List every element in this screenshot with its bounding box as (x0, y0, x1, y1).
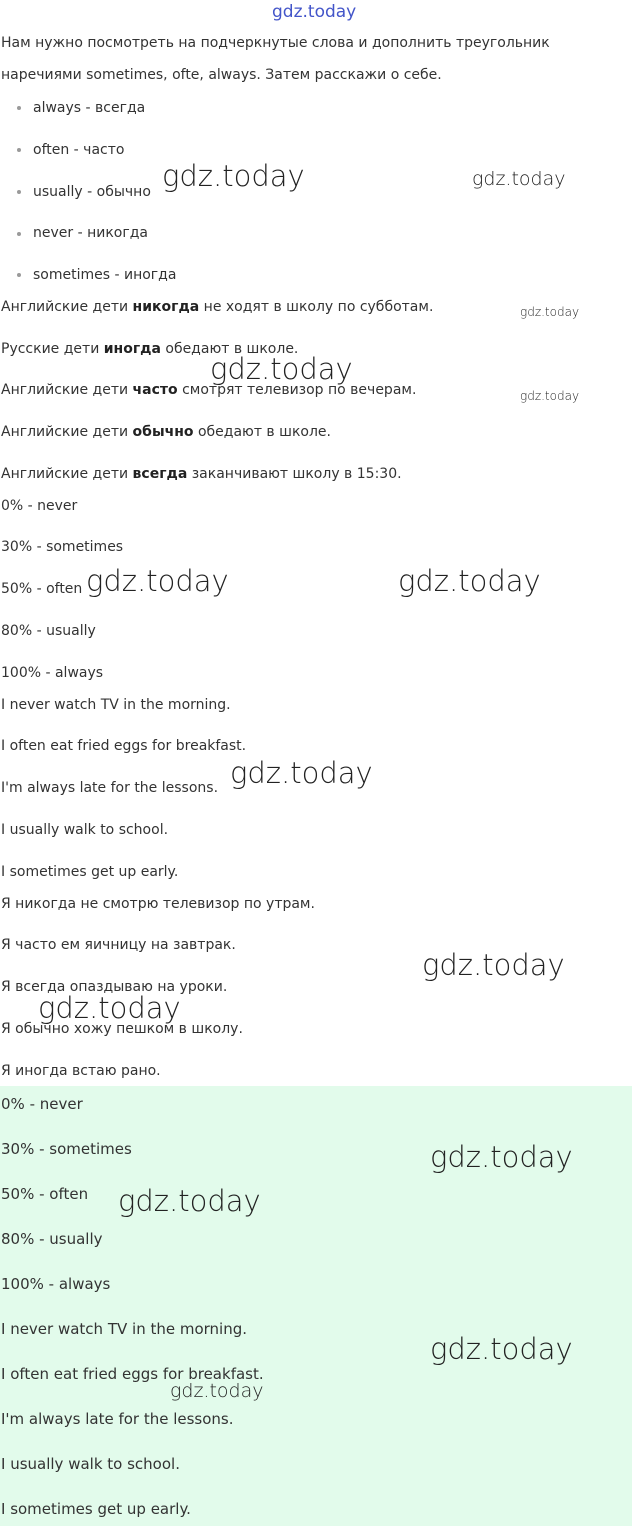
percent-item: 30% - sometimes (1, 539, 124, 555)
answer-percent-item: 0% - never (1, 1095, 83, 1113)
watermark: gdz.today (38, 991, 181, 1025)
bullet-dot (17, 148, 21, 152)
list-item: often - часто (33, 142, 125, 158)
watermark: gdz.today (86, 564, 229, 598)
bullet-dot (17, 190, 21, 194)
bullet-dot (17, 232, 21, 236)
bullet-dot (17, 273, 21, 277)
sentence-ru-translation: Я всегда опаздываю на уроки. (1, 979, 228, 995)
watermark: gdz.today (520, 305, 580, 319)
sentence-ru-translation: Я обычно хожу пешком в школу. (1, 1021, 243, 1037)
watermark: gdz.today (430, 1140, 573, 1174)
watermark: gdz.today (210, 352, 353, 386)
watermark: gdz.today (430, 1332, 573, 1366)
sentence-ru-translation: Я часто ем яичницу на завтрак. (1, 937, 236, 953)
watermark: gdz.today (118, 1184, 261, 1218)
sentence-ru: Английские дети обычно обедают в школе. (1, 424, 331, 440)
answer-sentence-en: I sometimes get up early. (1, 1500, 191, 1518)
sentence-ru: Английские дети никогда не ходят в школу по субботам. (1, 299, 434, 315)
answer-sentence-en: I usually walk to school. (1, 1455, 180, 1473)
percent-item: 50% - often (1, 581, 83, 597)
watermark: gdz.today (170, 1380, 264, 1402)
sentence-ru-translation: Я никогда не смотрю телевизор по утрам. (1, 896, 315, 912)
sentence-ru-translation: Я иногда встаю рано. (1, 1063, 161, 1079)
percent-item: 0% - never (1, 498, 78, 514)
percent-item: 80% - usually (1, 623, 96, 639)
watermark: gdz.today (162, 159, 305, 193)
site-logo[interactable]: gdz.today (272, 2, 357, 22)
percent-item: 100% - always (1, 665, 104, 681)
answer-sentence-en: I'm always late for the lessons. (1, 1410, 234, 1428)
list-item: never - никогда (33, 225, 148, 241)
watermark: gdz.today (230, 756, 373, 790)
sentence-ru: Английские дети часто смотрят телевизор по вечерам. (1, 382, 417, 398)
sentence-en: I sometimes get up early. (1, 864, 179, 880)
sentence-en: I usually walk to school. (1, 822, 169, 838)
sentence-ru: Английские дети всегда заканчивают школу в 15:30. (1, 466, 402, 482)
intro-line-2: наречиями sometimes, ofte, always. Затем расскажи о себе. (1, 67, 442, 83)
sentence-en: I never watch TV in the morning. (1, 697, 231, 713)
answer-sentence-en: I often eat fried eggs for breakfast. (1, 1365, 264, 1383)
list-item: usually - обычно (33, 184, 151, 200)
sentence-en: I'm always late for the lessons. (1, 780, 219, 796)
intro-line-1: Нам нужно посмотреть на подчеркнутые слова и дополнить треугольник (1, 35, 550, 51)
answer-sentence-en: I never watch TV in the morning. (1, 1320, 248, 1338)
sentence-ru: Русские дети иногда обедают в школе. (1, 341, 299, 357)
answer-percent-item: 30% - sometimes (1, 1140, 132, 1158)
sentence-en: I often eat fried eggs for breakfast. (1, 738, 247, 754)
watermark: gdz.today (472, 168, 566, 190)
list-item: always - всегда (33, 100, 146, 116)
watermark: gdz.today (398, 564, 541, 598)
list-item: sometimes - иногда (33, 267, 177, 283)
watermark: gdz.today (422, 948, 565, 982)
bullet-dot (17, 106, 21, 110)
answer-percent-item: 50% - often (1, 1185, 89, 1203)
answer-percent-item: 100% - always (1, 1275, 111, 1293)
answer-percent-item: 80% - usually (1, 1230, 103, 1248)
watermark: gdz.today (520, 389, 580, 403)
